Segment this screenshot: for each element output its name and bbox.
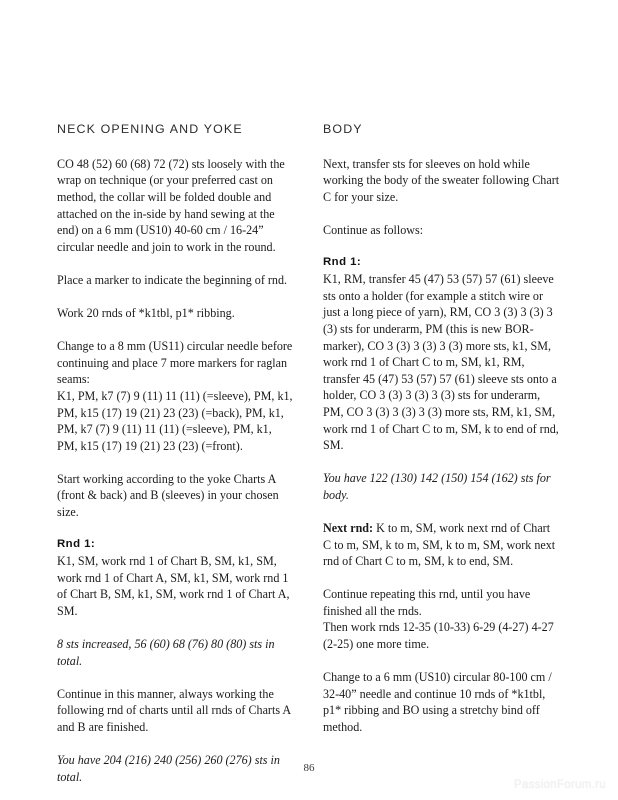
- left-paragraph-place-marker: Place a marker to indicate the beginning of rnd.: [57, 272, 288, 287]
- left-paragraph-change-needle: Change to a 8 mm (US11) circular needle before continuing and place 7 more markers for raglan seams:: [57, 339, 293, 387]
- left-column: [57, 122, 295, 800]
- left-paragraph-cast-on: CO 48 (52) 60 (68) 72 (72) sts loosely with the wrap on technique (or your preferred cast on method, the collar will be folded double and attached on the in-side by hand sewing at the end) on a 6 mm (US10) 40-60 cm / 16-24” circular needle and join to work in the round.: [57, 156, 285, 254]
- right-body-stitch-count: You have 122 (130) 142 (150) 154 (162) sts for body.: [323, 471, 551, 502]
- right-paragraph-repeat-rnd: Continue repeating this rnd, until you have finished all the rnds.: [323, 587, 531, 618]
- right-next-rnd-label: Next rnd:: [323, 520, 374, 535]
- right-rnd1-label: Rnd 1:: [323, 256, 362, 269]
- right-next-rnd-instructions: K to m, SM, work next rnd of Chart C to m, SM, k to m, SM, k to m, SM, work next rnd of Chart C to m, SM, k to end, SM.: [323, 520, 556, 569]
- right-paragraph-transfer-sleeves: Next, transfer sts for sleeves on hold while working the body of the sweater following Chart C for your size.: [323, 156, 560, 205]
- right-paragraph-final-ribbing: Change to a 6 mm (US10) circular 80-100 cm / 32-40” needle and continue 10 rnds of *k1tbl, p1* ribbing and BO using a stretchy bind off method.: [323, 670, 552, 734]
- right-rnd1-instructions: K1, RM, transfer 45 (47) 53 (57) 57 (61) sleeve sts onto a holder (for example a stitch wire or just a long piece of yarn), RM, CO 3 (3) 3 (3) 3 (3) sts for underarm, PM (this is new BOR-marker), CO 3 (3) 3 (3) 3 (3) more sts, k1, SM, work rnd 1 of Chart C to m, SM, k1, RM, transfer 45 (47) 53 (57) 57 (61) sleeve sts onto a holder, CO 3 (3) 3 (3) 3 (3) sts for underarm, PM, CO 3 (3) 3 (3) 3 (3) more sts, RM, k1, SM, work rnd 1 of Chart C to m, SM, k to end of rnd, SM.: [323, 272, 559, 453]
- two-column-body: [57, 122, 561, 800]
- left-rnd1-label: Rnd 1:: [57, 538, 96, 551]
- right-paragraph-rnd-repeats: Then work rnds 12-35 (10-33) 6-29 (4-27) 4-27 (2-25) one more time.: [323, 620, 554, 652]
- site-watermark: PassionForum.ru: [513, 779, 606, 791]
- left-paragraph-ribbing: Work 20 rnds of *k1tbl, p1* ribbing.: [57, 306, 235, 321]
- right-section-heading: BODY: [323, 122, 363, 136]
- right-paragraph-continue-as-follows: Continue as follows:: [323, 223, 424, 238]
- left-paragraph-yoke-charts: Start working according to the yoke Charts A (front & back) and B (sleeves) in your chosen size.: [57, 471, 279, 519]
- left-stitch-count-note: 8 sts increased, 56 (60) 68 (76) 80 (80) sts in total.: [57, 636, 275, 668]
- page-number: 86: [303, 762, 315, 774]
- right-column: [323, 122, 561, 800]
- left-paragraph-marker-setup: K1, PM, k7 (7) 9 (11) 11 (11) (=sleeve), PM, k1, PM, k15 (17) 19 (21) 23 (23) (=back), PM, k1, PM, k7 (7) 9 (11) 11 (11) (=sleeve), PM, k1, PM, k15 (17) 19 (21) 23 (23) (=front).: [57, 388, 293, 453]
- right-next-rnd-paragraph: [323, 520, 561, 570]
- left-rnd1-instructions: K1, SM, work rnd 1 of Chart B, SM, k1, SM, work rnd 1 of Chart A, SM, k1, SM, work rnd 1 of Chart B, SM, k1, SM, work rnd 1 of Chart A, SM.: [57, 554, 290, 618]
- left-section-heading: NECK OPENING AND YOKE: [57, 122, 243, 136]
- left-total-stitch-count: You have 204 (216) 240 (256) 260 (276) sts in total.: [57, 752, 280, 784]
- left-paragraph-continue: Continue in this manner, always working the following rnd of charts until all rnds of Charts A and B are finished.: [57, 686, 294, 734]
